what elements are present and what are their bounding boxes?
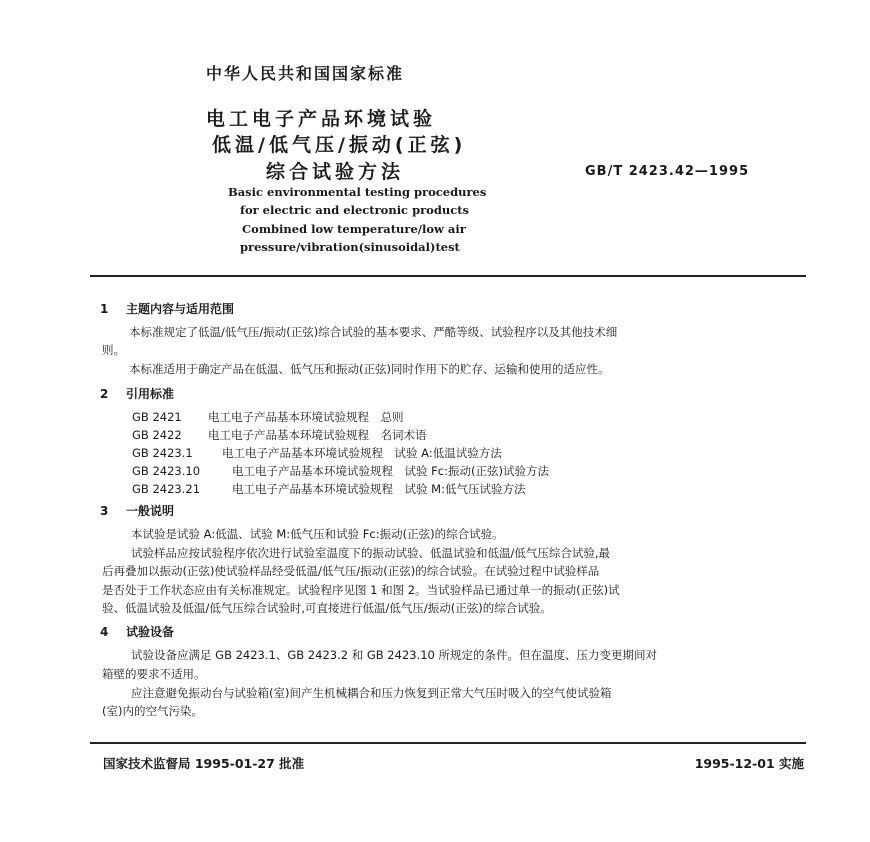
paragraph-line: 试验样品应按试验程序依次进行试验室温度下的振动试验、低温试验和低温/低气压综合试验,最 [131,546,611,560]
section-title: 试验设备 [126,625,175,639]
reference-item [132,409,404,425]
section-number: 3 [100,504,109,518]
english-title-line-3: Combined low temperature/low air [242,222,466,236]
section-2-heading [100,385,174,402]
footer-divider [90,742,806,744]
reference-text: 电工电子产品基本环境试验规程 试验 M:低气压试验方法 [232,482,526,496]
section-number: 4 [100,625,109,639]
paragraph-line: 则。 [102,343,125,357]
paragraph-line: 本标准适用于确定产品在低温、低气压和振动(正弦)同时作用下的贮存、运输和使用的适应性。 [129,362,610,376]
section-title: 引用标准 [126,387,175,401]
english-title-line-4: pressure/vibration(sinusoidal)test [240,240,460,254]
section-title: 主题内容与适用范围 [126,302,235,316]
national-standard-heading: 中华人民共和国国家标准 [206,64,405,83]
title-line-2: 低温/低气压/振动(正弦) [212,134,467,156]
header-divider [90,275,806,277]
reference-code: GB 2423.21 [132,482,201,496]
section-number: 1 [100,302,109,316]
paragraph-line: 本试验是试验 A:低温、试验 M:低气压和试验 Fc:振动(正弦)的综合试验。 [131,527,504,541]
paragraph-line: 试验设备应满足 GB 2423.1、GB 2423.2 和 GB 2423.10 所规定的条件。但在温度、压力变更期间对 [131,648,658,662]
standard-code: GB/T 2423.42—1995 [585,164,750,179]
section-3-heading [100,502,174,519]
approval-line: 国家技术监督局 1995-01-27 批准 [103,756,305,771]
reference-code: GB 2421 [132,410,182,424]
paragraph-line: (室)内的空气污染。 [102,704,203,718]
reference-text: 电工电子产品基本环境试验规程 名词术语 [208,428,427,442]
reference-text: 电工电子产品基本环境试验规程 总则 [208,410,404,424]
section-title: 一般说明 [126,504,175,518]
paragraph-line: 箱壁的要求不适用。 [102,667,206,681]
title-line-1: 电工电子产品环境试验 [206,108,437,130]
implementation-date: 1995-12-01 实施 [694,756,804,771]
paragraph-line: 应注意避免振动台与试验箱(室)间产生机械耦合和压力恢复到正常大气压时吸入的空气使试验箱 [131,686,612,700]
title-line-3: 综合试验方法 [266,161,405,183]
reference-item [132,463,549,479]
reference-item [132,427,427,443]
paragraph-line: 验、低温试验及低温/低气压综合试验时,可直接进行低温/低气压/振动(正弦)的综合试验。 [102,601,552,615]
reference-item [132,445,502,461]
reference-item [132,481,525,497]
paragraph-line: 后再叠加以振动(正弦)使试验样品经受低温/低气压/振动(正弦)的综合试验。在试验过程中试验样品 [102,564,600,578]
section-4-heading [100,623,174,640]
section-1-heading [100,300,234,317]
english-title-line-2: for electric and electronic products [240,203,470,217]
section-number: 2 [100,387,109,401]
paragraph-line: 是否处于工作状态应由有关标准规定。试验程序见图 1 和图 2。当试验样品已通过单一的振动(正弦)试 [102,583,620,597]
reference-code: GB 2423.1 [132,446,193,460]
reference-code: GB 2422 [132,428,182,442]
reference-text: 电工电子产品基本环境试验规程 试验 A:低温试验方法 [222,446,502,460]
paragraph-line: 本标准规定了低温/低气压/振动(正弦)综合试验的基本要求、严酷等级、试验程序以及其他技术细 [129,325,618,339]
reference-text: 电工电子产品基本环境试验规程 试验 Fc:振动(正弦)试验方法 [232,464,549,478]
english-title-line-1: Basic environmental testing procedures [228,185,487,199]
reference-code: GB 2423.10 [132,464,201,478]
